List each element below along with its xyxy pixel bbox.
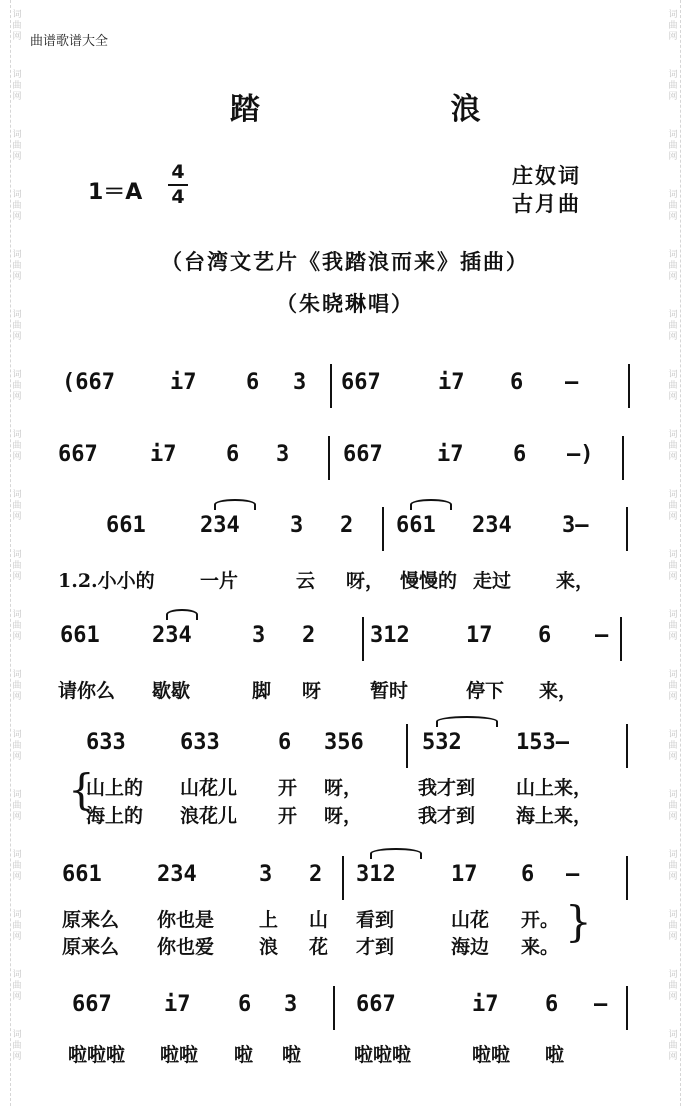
watermark-text: 词 曲 网 xyxy=(668,250,678,282)
lyric: 啦 xyxy=(234,1044,254,1066)
lyric-verse-2: 我才到 xyxy=(418,805,476,827)
lyric-verse-2: 浪花儿 xyxy=(180,805,238,827)
note-group: (667 xyxy=(62,370,115,395)
watermark-text: 词 曲 网 xyxy=(12,550,22,582)
lyric-verse-2: 才到 xyxy=(356,936,395,958)
note-group: 6 xyxy=(510,370,524,395)
lyric-verse-2: 海上来， xyxy=(516,805,593,827)
bar-line xyxy=(626,986,628,1030)
key-signature: 1＝A xyxy=(88,180,143,205)
lyric: 啦 xyxy=(545,1044,565,1066)
watermark-text: 词 曲 网 xyxy=(12,490,22,522)
bar-line xyxy=(626,724,628,768)
bar-line xyxy=(622,436,624,480)
site-name: 曲谱歌谱大全 xyxy=(30,34,109,49)
bar-line xyxy=(330,364,332,408)
watermark-text: 词 曲 网 xyxy=(12,10,22,42)
note-group: 17 xyxy=(451,862,478,887)
note-group: 234 xyxy=(157,862,197,887)
note-group: 2 xyxy=(302,623,316,648)
note-group: 6 xyxy=(246,370,260,395)
watermark-text: 词 曲 网 xyxy=(668,850,678,882)
note-group: — xyxy=(594,992,608,1017)
watermark-text: 词 曲 网 xyxy=(668,70,678,102)
note-group: 6 xyxy=(538,623,552,648)
lyric: 啦啦 xyxy=(472,1044,511,1066)
lyric-verse-2: 来。 xyxy=(521,936,560,958)
lyric: 你也是 xyxy=(157,909,215,931)
lyric: 停下 xyxy=(466,680,505,702)
bar-line xyxy=(628,364,630,408)
note-group: 667 xyxy=(58,442,98,467)
watermark-text: 词 曲 网 xyxy=(12,970,22,1002)
lyric-verse-2: 海边 xyxy=(451,936,490,958)
note-group: 3 xyxy=(276,442,290,467)
note-group: 312 xyxy=(370,623,410,648)
bar-line xyxy=(328,436,330,480)
lyric: 开 xyxy=(278,777,298,799)
note-group: 667 xyxy=(341,370,381,395)
note-group: 6 xyxy=(226,442,240,467)
lyric: 暂时 xyxy=(370,680,409,702)
lyric: 1.2.小小的 xyxy=(58,570,155,592)
watermark-text: 词 曲 网 xyxy=(12,910,22,942)
bar-line xyxy=(620,617,622,661)
watermark-text: 词 曲 网 xyxy=(12,730,22,762)
slur xyxy=(214,499,256,510)
slur xyxy=(166,609,198,620)
note-group: 661 xyxy=(60,623,100,648)
note-group: 667 xyxy=(343,442,383,467)
lyric: 我才到 xyxy=(418,777,476,799)
note-group: 234 xyxy=(472,513,512,538)
composer-credit: 古月曲 xyxy=(512,191,581,216)
lyric: 山上来， xyxy=(516,777,593,799)
lyric: 原来么 xyxy=(62,909,120,931)
note-group: 356 xyxy=(324,730,364,755)
note-group: 6 xyxy=(238,992,252,1017)
note-group: i7 xyxy=(164,992,191,1017)
verse-brace-left: { xyxy=(68,765,95,814)
note-group: i7 xyxy=(437,442,464,467)
lyric: 山花 xyxy=(451,909,490,931)
watermark-text: 词 曲 网 xyxy=(12,670,22,702)
note-group: —) xyxy=(567,442,594,467)
note-group: 3 xyxy=(284,992,298,1017)
note-group: i7 xyxy=(170,370,197,395)
note-group: 6 xyxy=(521,862,535,887)
lyric: 歇歇 xyxy=(152,680,191,702)
lyric: 啦啦啦 xyxy=(354,1044,412,1066)
note-group: 6 xyxy=(513,442,527,467)
lyric: 呀 xyxy=(302,680,322,702)
lyric: 山 xyxy=(309,909,329,931)
note-group: 661 xyxy=(62,862,102,887)
note-group: 3— xyxy=(562,513,589,538)
note-group: 2 xyxy=(309,862,323,887)
slur xyxy=(436,716,498,727)
note-group: — xyxy=(565,370,579,395)
lyric: 开。 xyxy=(521,909,560,931)
lyric-verse-2: 花 xyxy=(309,936,329,958)
lyric-verse-2: 开 xyxy=(278,805,298,827)
watermark-text: 词 曲 网 xyxy=(668,430,678,462)
lyric: 一片 xyxy=(200,570,239,592)
watermark-text: 词 曲 网 xyxy=(668,130,678,162)
note-group: 312 xyxy=(356,862,396,887)
lyric: 呀， xyxy=(324,777,363,799)
watermark-text: 词 曲 网 xyxy=(668,370,678,402)
verse-brace-right: } xyxy=(565,897,592,946)
watermark-text: 词 曲 网 xyxy=(12,1030,22,1062)
note-group: 661 xyxy=(396,513,436,538)
lyric: 看到 xyxy=(356,909,395,931)
watermark-text: 词 曲 网 xyxy=(668,310,678,342)
watermark-text: 词 曲 网 xyxy=(668,550,678,582)
note-group: 3 xyxy=(252,623,266,648)
note-group: i7 xyxy=(150,442,177,467)
lyric: 上 xyxy=(259,909,279,931)
lyricist-credit: 庄奴词 xyxy=(512,163,581,188)
lyric: 请你么 xyxy=(58,680,116,702)
lyric: 呀， xyxy=(346,570,385,592)
watermark-text: 词 曲 网 xyxy=(12,790,22,822)
note-group: 6 xyxy=(545,992,559,1017)
note-group: 153— xyxy=(516,730,569,755)
watermark-text: 词 曲 网 xyxy=(12,190,22,222)
note-group: — xyxy=(595,623,609,648)
note-group: 234 xyxy=(152,623,192,648)
watermark-text: 词 曲 网 xyxy=(668,970,678,1002)
note-group: 661 xyxy=(106,513,146,538)
watermark-text: 词 曲 网 xyxy=(668,190,678,222)
lyric: 云 xyxy=(296,570,316,592)
slur xyxy=(370,848,422,859)
bar-line xyxy=(362,617,364,661)
lyric-verse-2: 呀， xyxy=(324,805,363,827)
watermark-text: 词 曲 网 xyxy=(12,850,22,882)
slur xyxy=(410,499,452,510)
watermark-text: 词 曲 网 xyxy=(12,430,22,462)
note-group: 234 xyxy=(200,513,240,538)
note-group: 667 xyxy=(356,992,396,1017)
lyric-verse-2: 你也爱 xyxy=(157,936,215,958)
note-group: 532 xyxy=(422,730,462,755)
note-group: 633 xyxy=(180,730,220,755)
note-group: — xyxy=(566,862,580,887)
lyric-verse-2: 海上的 xyxy=(86,805,144,827)
watermark-text: 词 曲 网 xyxy=(668,10,678,42)
note-group: 633 xyxy=(86,730,126,755)
note-group: 3 xyxy=(290,513,304,538)
watermark-text: 词 曲 网 xyxy=(668,610,678,642)
lyric-verse-2: 浪 xyxy=(259,936,279,958)
bar-line xyxy=(342,856,344,900)
lyric: 慢慢的 xyxy=(400,570,458,592)
song-title: 踏 浪 xyxy=(230,92,571,127)
lyric: 来， xyxy=(539,680,578,702)
lyric-verse-2: 原来么 xyxy=(62,936,120,958)
watermark-text: 词 曲 网 xyxy=(668,730,678,762)
lyric: 来， xyxy=(556,570,595,592)
watermark-text: 词 曲 网 xyxy=(12,130,22,162)
note-group: 2 xyxy=(340,513,354,538)
lyric: 走过 xyxy=(473,570,512,592)
subtitle: （台湾文艺片《我踏浪而来》插曲） xyxy=(161,249,529,274)
bar-line xyxy=(406,724,408,768)
bar-line xyxy=(382,507,384,551)
bar-line xyxy=(626,856,628,900)
watermark-text: 词 曲 网 xyxy=(12,310,22,342)
bar-line xyxy=(626,507,628,551)
lyric: 啦啦啦 xyxy=(68,1044,126,1066)
lyric: 啦啦 xyxy=(160,1044,199,1066)
note-group: i7 xyxy=(438,370,465,395)
watermark-text: 词 曲 网 xyxy=(12,70,22,102)
watermark-text: 词 曲 网 xyxy=(668,670,678,702)
lyric: 山花儿 xyxy=(180,777,238,799)
note-group: 667 xyxy=(72,992,112,1017)
watermark-text: 词 曲 网 xyxy=(668,490,678,522)
watermark-text: 词 曲 网 xyxy=(668,910,678,942)
time-signature-top: 4 xyxy=(171,161,185,183)
watermark-text: 词 曲 网 xyxy=(12,610,22,642)
watermark-text: 词 曲 网 xyxy=(668,1030,678,1062)
note-group: 6 xyxy=(278,730,292,755)
lyric: 山上的 xyxy=(86,777,144,799)
note-group: 3 xyxy=(259,862,273,887)
note-group: 17 xyxy=(466,623,493,648)
note-group: 3 xyxy=(293,370,307,395)
singer: （朱晓琳唱） xyxy=(276,291,414,316)
note-group: i7 xyxy=(472,992,499,1017)
bar-line xyxy=(333,986,335,1030)
time-signature-bottom: 4 xyxy=(171,186,185,208)
watermark-text: 词 曲 网 xyxy=(12,370,22,402)
lyric: 啦 xyxy=(282,1044,302,1066)
watermark-text: 词 曲 网 xyxy=(668,790,678,822)
watermark-text: 词 曲 网 xyxy=(12,250,22,282)
lyric: 脚 xyxy=(252,680,272,702)
